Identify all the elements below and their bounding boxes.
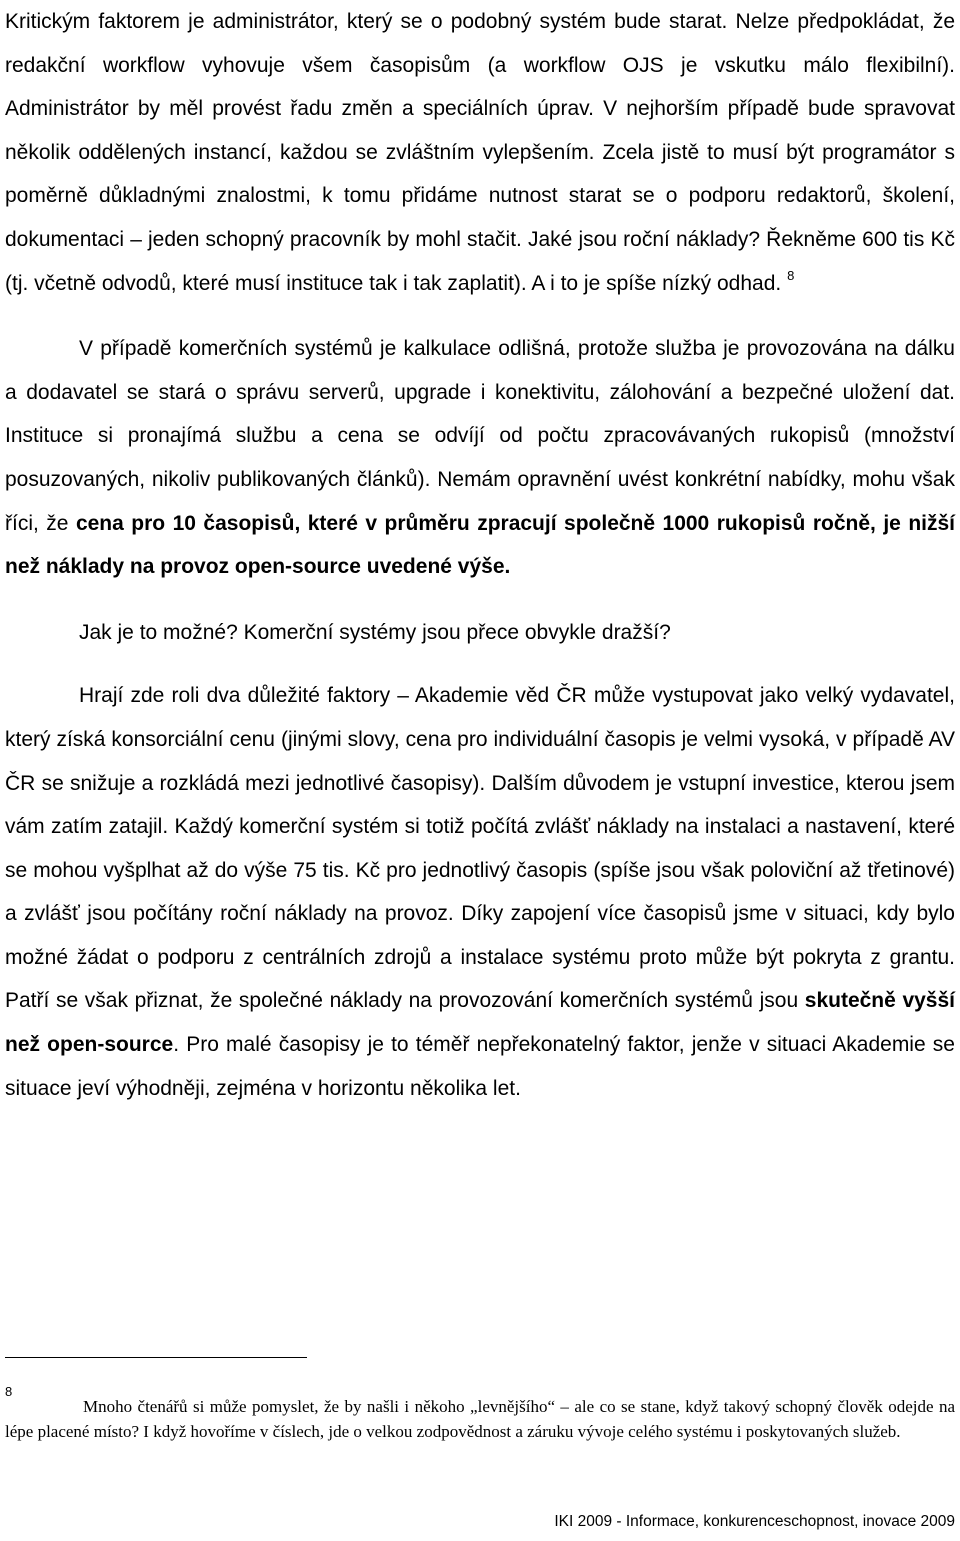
- footnote-separator: [5, 1357, 307, 1358]
- page-footer: IKI 2009 - Informace, konkurenceschopnost, inovace 2009: [554, 1513, 955, 1530]
- footnote-number: 8: [5, 1384, 13, 1399]
- footnote-reference: 8: [787, 267, 795, 283]
- paragraph-spacer: [5, 305, 955, 327]
- paragraph-spacer: [5, 654, 955, 674]
- paragraph-commercial-text: V případě komerčních systémů je kalkulace odlišná, protože služba je provozována na dálku a dodavatel se stará o správu serverů, upgrade i konektivitu, zálohování a bezpečné uložení dat. Instituce si pronajímá službu a cena se odvíjí od počtu zpracovávaných rukopisů (množství posuzovaných, nikoliv publikovaných článků). Nemám opravnění uvést konkrétní nabídky, mohu však říci, že: [5, 337, 955, 535]
- paragraph-factors-text: Hrají zde roli dva důležité faktory – Akademie věd ČR může vystupovat jako velký vydavatel, který získá konsorciální cenu (jinými slovy, cena pro individuální časopis je velmi vysoká, v případě AV ČR se snižuje a rozkládá mezi jednotlivé časopisy). Dalším důvodem je vstupní investice, kterou jsem vám zatím zatajil. Každý komerční systém si totiž počítá zvlášť náklady na instalaci a nastavení, které se mohou vyšplhat až do výše 75 tis. Kč pro jednotlivý časopis (spíše jsou však poloviční až třetinové) a zvlášť jsou počítány roční náklady na provoz. Díky zapojení více časopisů jsme v situaci, kdy bylo možné žádat o podporu z centrálních zdrojů a instalace systému proto může být pokryta z grantu. Patří se však přiznat, že společné náklady na provozování komerčních systémů jsou: [5, 684, 955, 1013]
- footnote-text: Mnoho čtenářů si může pomyslet, že by našli i někoho „levnějšího“ – ale co se stane, když takový schopný člověk odejde na lépe placené místo? I když hovoříme v číslech, jde o velkou zodpovědnost a záruku vývoje celého systému i poskytovaných služeb.: [5, 1397, 955, 1441]
- paragraph-administrator: [5, 0, 955, 305]
- paragraph-factors-text-after: . Pro malé časopisy je to téměř nepřekonatelný faktor, jenže v situaci Akademie se situace jeví výhodněji, zejména v horizontu několika let.: [5, 1033, 955, 1100]
- paragraph-commercial-systems: [5, 327, 955, 589]
- document-body: [5, 0, 955, 1110]
- paragraph-factors-bold: skutečně vyšší než open-source: [5, 989, 955, 1057]
- paragraph-question: Jak je to možné? Komerční systémy jsou přece obvykle dražší?: [79, 620, 671, 644]
- paragraph-administrator-text: Kritickým faktorem je administrátor, který se o podobný systém bude starat. Nelze předpokládat, že redakční workflow vyhovuje všem časopisům (a workflow OJS je vskutku málo flexibilní). Administrátor by měl provést řadu změn a speciálních úprav. V nejhorším případě bude spravovat několik oddělených instancí, každou se zvláštním vylepšením. Zcela jistě to musí být programátor s poměrně důkladnými znalostmi, k tomu přidáme nutnost starat se o podporu redaktorů, školení, dokumentaci – jeden schopný pracovník by mohl stačit. Jaké jsou roční náklady? Řekněme 600 tis Kč (tj. včetně odvodů, které musí instituce tak i tak zaplatit). A i to je spíše nízký odhad.: [5, 10, 955, 295]
- paragraph-factors: [5, 674, 955, 1110]
- paragraph-spacer: [5, 589, 955, 611]
- paragraph-commercial-bold: cena pro 10 časopisů, které v průměru zpracují společně 1000 rukopisů ročně, je nižší než náklady na provoz open-source uvedené výše.: [5, 511, 955, 579]
